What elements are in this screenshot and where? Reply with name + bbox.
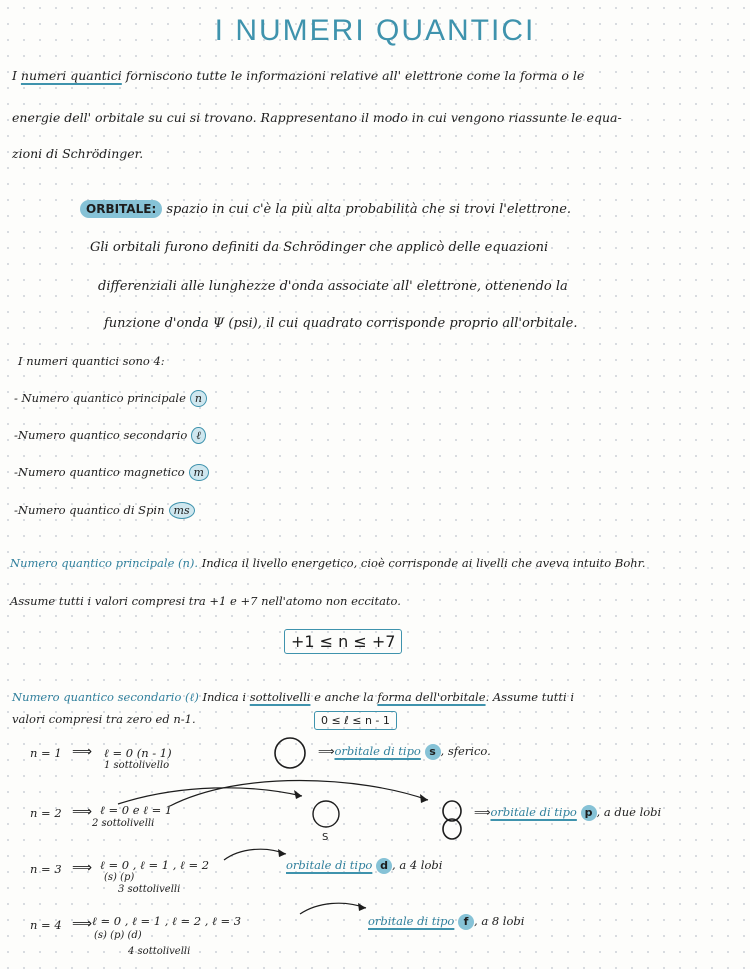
intro-line-2: energie dell' orbitale su cui si trovano. Rappresentano il modo in cui vengono riassunte le equa- xyxy=(12,110,622,125)
definition-text: spazio in cui c'è la più alta probabilità che si trovi l'elettrone. xyxy=(166,202,572,217)
list-item: -Numero quantico secondario ℓ xyxy=(14,427,206,444)
intro-text: forniscono tutte le informazioni relative all' elettrone come la forma o le xyxy=(121,68,585,83)
orbital-p-label: ⟹orbitale di tipo p , a due lobi xyxy=(474,805,662,819)
secondary-line-2: valori compresi tra zero ed n-1. xyxy=(12,712,196,726)
intro-keyword: numeri quantici xyxy=(20,68,122,83)
intro-line-3: zioni di Schrödinger. xyxy=(12,146,144,161)
orbital-s-label: ⟹orbitale di tipo s , sferico. xyxy=(318,744,491,758)
list-item: -Numero quantico di Spin ms xyxy=(14,502,195,519)
list-item: -Numero quantico magnetico m xyxy=(14,464,209,481)
s-orbital-small-shape xyxy=(313,801,339,827)
definition-line-2: Gli orbitali furono definiti da Schrödinger che applicò delle equazioni xyxy=(90,240,549,255)
row-n3-sub: 3 sottolivelli xyxy=(118,884,181,895)
row-n3-n: n = 3 xyxy=(30,862,62,876)
secondary-formula: 0 ≤ ℓ ≤ n - 1 xyxy=(314,714,397,727)
row-n4-sub: 4 sottolivelli xyxy=(128,946,191,957)
arrow-icon: ⟹ xyxy=(72,916,93,932)
row-n4-n: n = 4 xyxy=(30,918,62,932)
definition-line-3: differenziali alle lunghezze d'onda associate all' elettrone, ottenendo la xyxy=(98,279,568,294)
connector-arrow xyxy=(170,781,428,807)
row-n1-n: n = 1 xyxy=(30,746,62,760)
orbital-letter-badge: p xyxy=(581,805,597,821)
p-orbital-lobe-bottom xyxy=(443,819,461,839)
row-n3-l: ℓ = 0 , ℓ = 1 , ℓ = 2 xyxy=(100,858,210,872)
arrow-head-icon xyxy=(420,794,428,803)
list-intro: I numeri quantici sono 4: xyxy=(18,354,165,368)
arrow-icon: ⟹ xyxy=(72,744,93,760)
principal-line-1: Numero quantico principale (n). Indica il livello energetico, cioè corrisponde ai livelli che aveva intuito Bohr. xyxy=(10,556,646,570)
row-n4-labels: (s) (p) (d) xyxy=(94,930,142,941)
arrow-head-icon xyxy=(294,790,302,799)
row-n1-l: ℓ = 0 (n - 1) xyxy=(104,746,172,760)
list-item: - Numero quantico principale n xyxy=(14,390,207,407)
p-orbital-lobe-top xyxy=(443,801,461,821)
row-n2-l: ℓ = 0 e ℓ = 1 xyxy=(100,803,173,817)
arrow-icon: ⟹ xyxy=(72,804,93,820)
orbital-d-label: orbitale di tipo d , a 4 lobi xyxy=(286,858,443,872)
row-n1-sub: 1 sottolivello xyxy=(104,760,170,771)
definition-line-4: funzione d'onda Ψ (psi), il cui quadrato corrisponde proprio all'orbitale. xyxy=(104,316,578,331)
s-orbital-caption: S xyxy=(322,832,329,843)
arrow-icon: ⟹ xyxy=(474,805,491,819)
page-title: I NUMERI QUANTICI xyxy=(214,14,536,47)
connector-arrow xyxy=(300,903,366,914)
orbital-f-label: orbitale di tipo f , a 8 lobi xyxy=(368,914,525,928)
orbital-letter-badge: d xyxy=(376,858,392,874)
secondary-line-1: Numero quantico secondario (ℓ) Indica i sottolivelli e anche la forma dell'orbitale. Assume tutti i xyxy=(12,690,575,704)
row-n2-sub: 2 sottolivelli xyxy=(92,818,155,829)
symbol-badge: n xyxy=(190,390,207,407)
principal-formula: +1 ≤ n ≤ +7 xyxy=(284,632,402,651)
orbital-letter-badge: s xyxy=(425,744,441,760)
orbital-letter-badge: f xyxy=(458,914,474,930)
arrow-icon: ⟹ xyxy=(318,744,335,758)
row-n3-labels: (s) (p) xyxy=(104,872,135,883)
row-n2-n: n = 2 xyxy=(30,806,62,820)
principal-line-2: Assume tutti i valori compresi tra +1 e +7 nell'atomo non eccitato. xyxy=(10,594,401,608)
symbol-badge: ms xyxy=(169,502,195,519)
connector-arrow xyxy=(224,849,286,860)
symbol-badge: m xyxy=(189,464,209,481)
row-n4-l: ℓ = 0 , ℓ = 1 , ℓ = 2 , ℓ = 3 xyxy=(92,914,242,928)
intro-text: I xyxy=(12,68,21,83)
s-orbital-shape xyxy=(275,738,305,768)
section-heading: Numero quantico secondario (ℓ) xyxy=(12,690,199,704)
section-heading: Numero quantico principale (n). xyxy=(10,556,199,570)
arrow-icon: ⟹ xyxy=(72,860,93,876)
definition-term: ORBITALE: xyxy=(80,200,162,218)
symbol-badge: ℓ xyxy=(191,427,206,444)
